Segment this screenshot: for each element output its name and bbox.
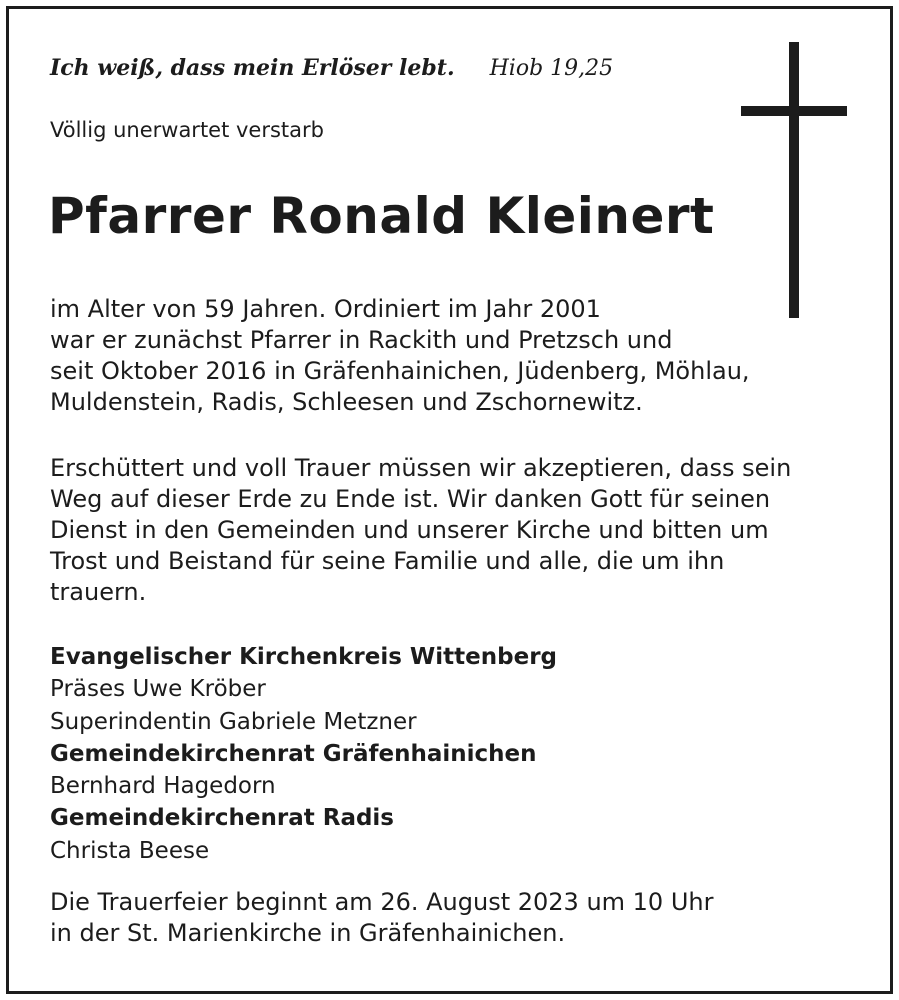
signer-person: Bernhard Hagedorn — [50, 773, 276, 800]
cross-icon — [789, 42, 799, 318]
condolence-paragraph — [50, 453, 791, 608]
intro-text: Völlig unerwartet verstarb — [50, 118, 324, 142]
cross-icon-bar — [741, 106, 847, 116]
signer-person: Superindentin Gabriele Metzner — [50, 708, 417, 735]
text-line: trauern. — [50, 578, 147, 606]
text-line: Muldenstein, Radis, Schleesen und Zschornewitz. — [50, 388, 643, 416]
bible-verse — [50, 55, 613, 81]
signer-person: Christa Beese — [50, 837, 210, 864]
verse-reference: Hiob 19,25 — [489, 56, 614, 81]
signer-organization: Evangelischer Kirchenkreis Wittenberg — [50, 644, 558, 670]
verse-quote: Ich weiß, dass mein Erlöser lebt. — [50, 55, 455, 81]
text-line: Trost und Beistand für seine Familie und alle, die um ihn — [50, 547, 725, 575]
text-line: Weg auf dieser Erde zu Ende ist. Wir danken Gott für seinen — [50, 485, 771, 513]
text-line: war er zunächst Pfarrer in Rackith und Pretzsch und — [50, 326, 673, 354]
signer-organization: Gemeindekirchenrat Gräfenhainichen — [50, 740, 537, 767]
text-line: Erschüttert und voll Trauer müssen wir akzeptieren, dass sein — [50, 454, 792, 482]
signers-list — [50, 641, 557, 867]
signer-person: Präses Uwe Kröber — [50, 676, 266, 703]
text-line: in der St. Marienkirche in Gräfenhainichen. — [50, 919, 566, 947]
biography-paragraph — [50, 294, 750, 418]
funeral-details — [50, 887, 713, 949]
text-line: Dienst in den Gemeinden und unserer Kirche und bitten um — [50, 516, 769, 544]
signer-organization: Gemeindekirchenrat Radis — [50, 805, 395, 832]
text-line: im Alter von 59 Jahren. Ordiniert im Jahr 2001 — [50, 295, 601, 323]
text-line: Die Trauerfeier beginnt am 26. August 2023 um 10 Uhr — [50, 888, 714, 916]
deceased-name: Pfarrer Ronald Kleinert — [48, 187, 715, 245]
text-line: seit Oktober 2016 in Gräfenhainichen, Jüdenberg, Möhlau, — [50, 357, 750, 385]
